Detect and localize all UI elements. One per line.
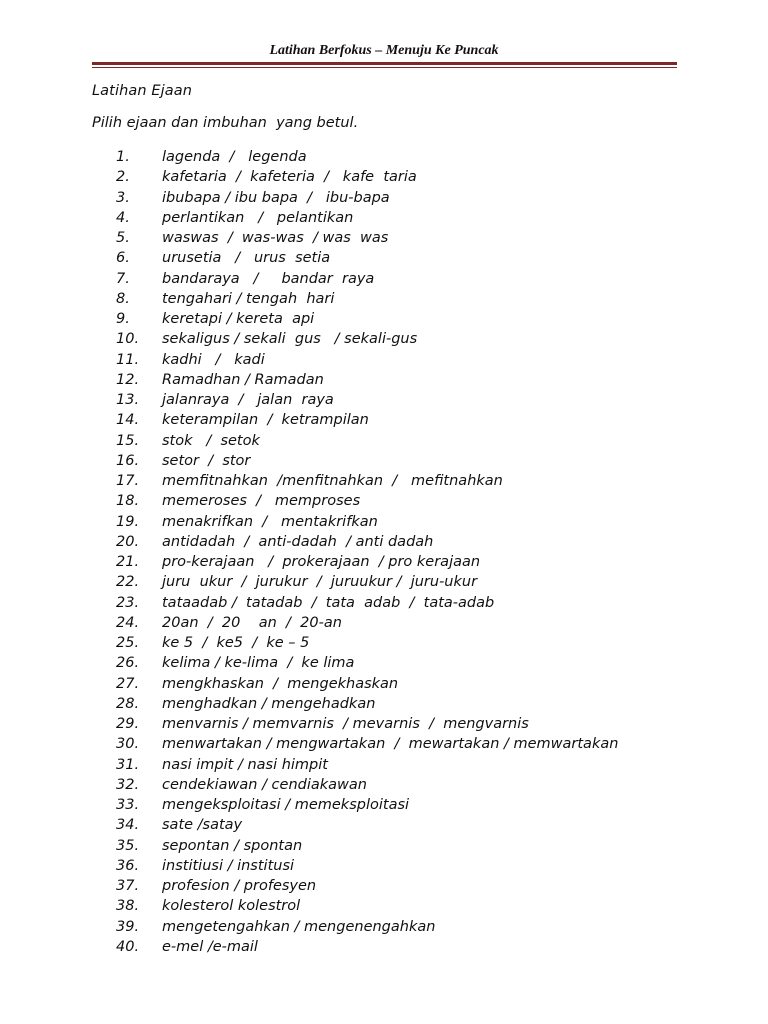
item-number: 40.	[116, 938, 140, 955]
spelling-exercise-list	[0, 147, 768, 957]
item-number: 25.	[116, 635, 140, 651]
item-number: 26.	[116, 655, 140, 672]
item-number: 23.	[116, 594, 140, 611]
item-options: kelima / ke-lima / ke lima	[162, 655, 355, 672]
item-options: jalanraya / jalan raya	[162, 392, 334, 408]
list-item	[0, 431, 768, 451]
list-item	[0, 694, 768, 714]
item-options: menghadkan / mengehadkan	[162, 695, 376, 712]
list-item	[0, 552, 768, 572]
item-options: waswas / was-was / was was	[162, 230, 389, 246]
list-item	[0, 350, 768, 370]
list-item	[0, 410, 768, 430]
item-options: keretapi / kereta api	[162, 311, 315, 327]
item-options: sate /satay	[162, 817, 243, 834]
item-number: 4.	[116, 209, 130, 226]
item-number: 3.	[116, 189, 130, 206]
list-item	[0, 147, 768, 167]
item-options: tataadab / tatadab / tata adab / tata-adab	[162, 594, 495, 611]
list-item	[0, 228, 768, 248]
list-item	[0, 532, 768, 552]
list-item	[0, 167, 768, 187]
item-number: 37.	[116, 878, 140, 894]
list-item	[0, 593, 768, 613]
item-number: 35.	[116, 837, 140, 854]
item-options: ke 5 / ke5 / ke – 5	[162, 635, 310, 651]
list-item	[0, 815, 768, 835]
item-number: 9.	[116, 311, 130, 327]
section-title: Latihan Ejaan	[92, 83, 193, 99]
item-options: sekaligus / sekali gus / sekali-gus	[162, 331, 418, 348]
item-options: keterampilan / ketrampilan	[162, 412, 369, 429]
list-item	[0, 937, 768, 957]
item-options: 20an / 20 an / 20-an	[162, 614, 342, 631]
instruction-text: Pilih ejaan dan imbuhan yang betul.	[92, 115, 359, 131]
item-number: 1.	[116, 149, 130, 165]
item-number: 21.	[116, 554, 140, 570]
item-number: 5.	[116, 230, 130, 246]
item-number: 2.	[116, 169, 130, 186]
item-number: 39.	[116, 918, 140, 935]
item-options: pro-kerajaan / prokerajaan / pro kerajaan	[162, 554, 481, 570]
list-item	[0, 208, 768, 228]
item-options: e-mel /e-mail	[162, 938, 258, 955]
header-rule-thin	[92, 67, 677, 68]
item-number: 32.	[116, 776, 140, 793]
item-number: 7.	[116, 270, 130, 287]
item-options: memeroses / memproses	[162, 493, 361, 510]
item-number: 24.	[116, 614, 140, 631]
item-number: 13.	[116, 392, 140, 408]
item-number: 8.	[116, 290, 130, 307]
item-number: 19.	[116, 513, 140, 530]
item-options: antidadah / anti-dadah / anti dadah	[162, 533, 434, 550]
item-number: 20.	[116, 533, 140, 550]
item-options: nasi impit / nasi himpit	[162, 756, 328, 773]
item-options: menwartakan / mengwartakan / mewartakan / memwartakan	[162, 736, 619, 753]
item-options: menvarnis / memvarnis / mevarnis / mengvarnis	[162, 716, 529, 732]
list-item	[0, 451, 768, 471]
item-number: 28.	[116, 695, 140, 712]
item-number: 30.	[116, 736, 140, 753]
item-options: kolesterol kolestrol	[162, 898, 301, 915]
item-options: memfitnahkan /menfitnahkan / mefitnahkan	[162, 473, 503, 489]
list-item	[0, 248, 768, 268]
list-item	[0, 734, 768, 754]
item-number: 33.	[116, 797, 140, 813]
list-item	[0, 836, 768, 856]
list-item	[0, 188, 768, 208]
item-options: urusetia / urus setia	[162, 250, 331, 267]
item-number: 31.	[116, 756, 140, 773]
item-options: cendekiawan / cendiakawan	[162, 776, 367, 793]
page-header-title: Latihan Berfokus – Menuju Ke Puncak	[269, 43, 499, 58]
list-item	[0, 856, 768, 876]
item-number: 12.	[116, 371, 140, 388]
item-number: 16.	[116, 452, 140, 469]
item-options: sepontan / spontan	[162, 837, 303, 854]
item-number: 14.	[116, 412, 140, 429]
item-options: stok / setok	[162, 432, 260, 449]
item-options: mengkhaskan / mengekhaskan	[162, 675, 399, 692]
item-options: menakrifkan / mentakrifkan	[162, 513, 378, 530]
item-options: tengahari / tengah hari	[162, 290, 335, 307]
item-options: juru ukur / jurukur / juruukur / juru-ukur	[162, 574, 478, 591]
header-rule-thick	[92, 62, 677, 65]
list-item	[0, 714, 768, 734]
item-options: profesion / profesyen	[162, 878, 317, 894]
list-item	[0, 370, 768, 390]
item-number: 11.	[116, 351, 140, 368]
list-item	[0, 755, 768, 775]
item-number: 36.	[116, 857, 140, 874]
item-number: 29.	[116, 716, 140, 732]
item-options: ibubapa / ibu bapa / ibu-bapa	[162, 189, 390, 206]
item-options: kadhi / kadi	[162, 351, 265, 368]
item-number: 18.	[116, 493, 140, 510]
list-item	[0, 674, 768, 694]
item-options: Ramadhan / Ramadan	[162, 371, 324, 388]
item-options: institiusi / institusi	[162, 857, 295, 874]
item-options: mengetengahkan / mengenengahkan	[162, 918, 436, 935]
item-options: lagenda / legenda	[162, 149, 307, 165]
list-item	[0, 795, 768, 815]
list-item	[0, 309, 768, 329]
item-options: mengeksploitasi / memeksploitasi	[162, 797, 410, 813]
list-item	[0, 390, 768, 410]
list-item	[0, 289, 768, 309]
item-number: 27.	[116, 675, 140, 692]
list-item	[0, 512, 768, 532]
list-item	[0, 613, 768, 633]
item-number: 34.	[116, 817, 140, 834]
item-number: 22.	[116, 574, 140, 591]
item-options: perlantikan / pelantikan	[162, 209, 354, 226]
item-number: 10.	[116, 331, 140, 348]
list-item	[0, 269, 768, 289]
item-number: 38.	[116, 898, 140, 915]
list-item	[0, 876, 768, 896]
list-item	[0, 491, 768, 511]
list-item	[0, 633, 768, 653]
item-number: 17.	[116, 473, 140, 489]
item-options: bandaraya / bandar raya	[162, 270, 375, 287]
list-item	[0, 572, 768, 592]
list-item	[0, 329, 768, 349]
item-options: kafetaria / kafeteria / kafe taria	[162, 169, 417, 186]
item-number: 6.	[116, 250, 130, 267]
list-item	[0, 775, 768, 795]
list-item	[0, 917, 768, 937]
item-options: setor / stor	[162, 452, 251, 469]
list-item	[0, 896, 768, 916]
list-item	[0, 471, 768, 491]
item-number: 15.	[116, 432, 140, 449]
list-item	[0, 653, 768, 673]
